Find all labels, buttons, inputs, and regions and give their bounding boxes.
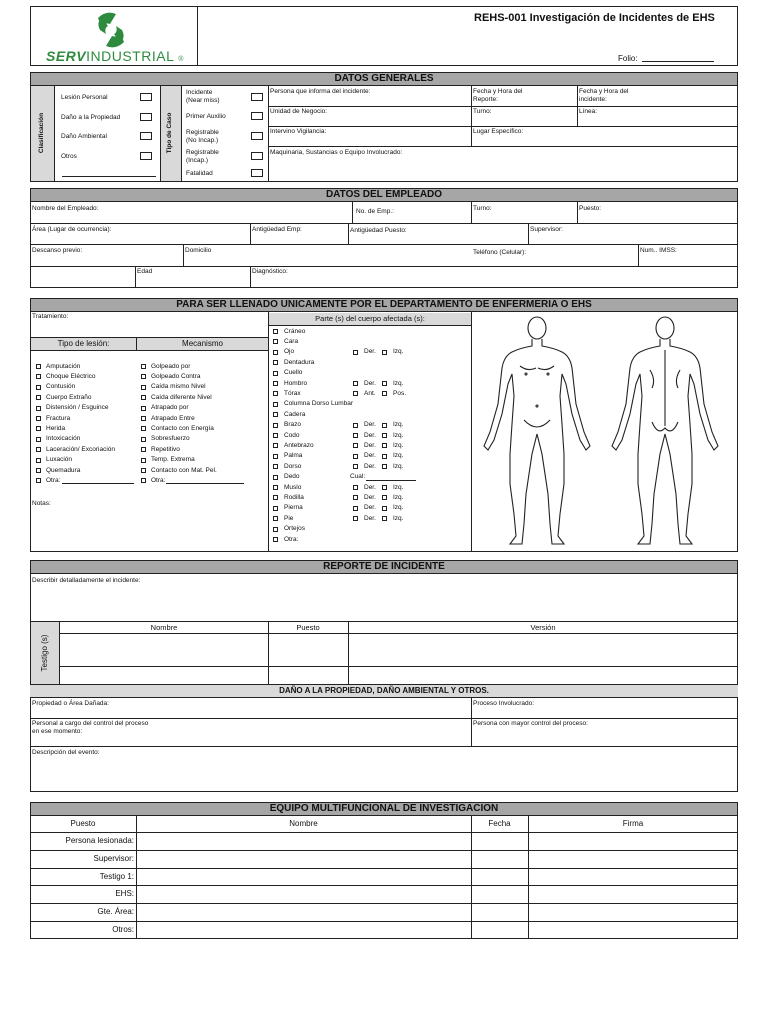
parte-side-checkbox[interactable] (382, 485, 387, 490)
parte-checkbox[interactable] (273, 329, 278, 334)
mecanismo-item: Caída mismo Nivel (151, 383, 206, 391)
grid-line (250, 223, 251, 244)
grid-line (471, 202, 472, 223)
nombre-empleado-field[interactable]: Nombre del Empleado: (32, 205, 99, 212)
parte-item: Columna Dorso Lumbar (284, 400, 354, 408)
brand-industrial: INDUSTRIAL (86, 48, 174, 64)
descripcion-field[interactable]: Descripción del evento: (32, 749, 100, 756)
parte-checkbox[interactable] (273, 423, 278, 428)
datos-empleado-title: DATOS DEL EMPLEADO (30, 188, 738, 202)
parte-side-checkbox[interactable] (382, 433, 387, 438)
parte-item: Pierna (284, 504, 303, 512)
persona-mayor-field[interactable]: Persona con mayor control del proceso: (473, 720, 588, 727)
grid-line (183, 244, 184, 266)
parte-side-label: Izq. (393, 379, 404, 387)
parte-checkbox[interactable] (273, 495, 278, 500)
grid-line (268, 126, 738, 127)
header-divider (197, 6, 198, 66)
mecanismo-checkbox[interactable] (141, 478, 146, 483)
mecanismo-item: Otra: (151, 476, 166, 484)
mecanismo-checkbox[interactable] (141, 364, 146, 369)
tipo-lesion-item: Luxación (46, 456, 73, 464)
parte-checkbox[interactable] (273, 527, 278, 532)
parte-checkbox[interactable] (273, 360, 278, 365)
tipo-lesion-checkbox[interactable] (36, 437, 41, 442)
mecanismo-item: Temp. Extrema (151, 456, 195, 464)
mecanismo-item: Atrapado por (151, 404, 189, 412)
clasificacion-1: Daño a la Propiedad (61, 114, 121, 121)
parte-item: Palma (284, 452, 303, 460)
parte-side-label: Ant. (364, 389, 376, 397)
parte-side-label: Izq. (393, 504, 404, 512)
grid-line (30, 621, 738, 622)
tipo-caso-1: Primer Auxilio (186, 113, 226, 120)
parte-side-checkbox[interactable] (382, 454, 387, 459)
parte-item: Cráneo (284, 327, 306, 335)
grid-line (268, 312, 269, 552)
mecanismo-checkbox[interactable] (141, 426, 146, 431)
intervino-field[interactable]: Intervino Vigilancia: (270, 128, 327, 135)
reporte-frame (30, 560, 738, 792)
parte-item: Antebrazo (284, 441, 314, 449)
parte-side-label: Der. (364, 483, 376, 491)
clasificacion-2-box[interactable] (140, 132, 152, 140)
tipo-lesion-checkbox[interactable] (36, 374, 41, 379)
parte-side-checkbox[interactable] (353, 464, 358, 469)
grid-line (352, 202, 353, 223)
tratamiento-field[interactable]: Tratamiento: (32, 313, 69, 320)
testigo-puesto-header: Puesto (296, 623, 320, 632)
mecanismo-item: Sobresfuerzo (151, 435, 190, 443)
parte-side-label: Izq. (393, 421, 404, 429)
equipo-row-input[interactable] (137, 904, 470, 920)
parte-item: Ortejos (284, 525, 305, 533)
equipo-row-label: Supervisor: (93, 853, 134, 863)
form-title: REHS-001 Investigación de Incidentes de EHS (474, 12, 715, 24)
grid-line (268, 106, 738, 107)
parte-side-checkbox[interactable] (382, 423, 387, 428)
testigo-version-header: Versión (530, 623, 556, 632)
company-logo (90, 12, 132, 48)
parte-checkbox[interactable] (273, 391, 278, 396)
tipo-lesion-checkbox[interactable] (36, 406, 41, 411)
parte-side-label: Der. (364, 452, 376, 460)
parte-checkbox[interactable] (273, 339, 278, 344)
parte-checkbox[interactable] (273, 350, 278, 355)
parte-side-label: Pos. (393, 389, 407, 397)
mecanismo-checkbox[interactable] (141, 374, 146, 379)
testigos-label: Testigo (s) (40, 634, 49, 672)
otra-line[interactable] (166, 483, 244, 484)
grid-line (135, 266, 136, 288)
tipo-lesion-item: Quemadura (46, 466, 81, 474)
turno-field[interactable]: Turno: (473, 108, 492, 115)
equipo-fecha-header: Fecha (488, 819, 511, 828)
clasificacion-0-box[interactable] (140, 93, 152, 101)
tipo-lesion-checkbox[interactable] (36, 426, 41, 431)
parte-item: Dorso (284, 462, 302, 470)
parte-item: Rodilla (284, 493, 304, 501)
equipo-row-input[interactable] (137, 886, 470, 902)
grid-line (471, 86, 472, 146)
tipo-caso-3: Registrable (Incap.) (186, 149, 219, 164)
unidad-negocio-field[interactable]: Unidad de Negocio: (270, 108, 328, 115)
parte-side-label: Izq. (393, 462, 404, 470)
mecanismo-item: Caída diferente Nivel (151, 393, 212, 401)
equipo-row-input[interactable] (137, 851, 470, 867)
equipo-row-label: Testigo 1: (99, 871, 134, 881)
tipo-lesion-item: Laceración/ Excoriación (46, 445, 116, 453)
mecanismo-checkbox[interactable] (141, 406, 146, 411)
equipo-row-label: Otros: (112, 925, 134, 934)
clasificacion-3-box[interactable] (140, 152, 152, 160)
parte-side-label: Izq. (393, 452, 404, 460)
mecanismo-item: Contacto con Mat. Pel. (151, 466, 217, 474)
diagnostico-field[interactable]: Diagnóstico: (252, 268, 288, 275)
descanso-field[interactable]: Descanso previo: (32, 247, 83, 254)
grid-line (250, 266, 251, 288)
parte-item: Tórax (284, 389, 301, 397)
clasificacion-label: Clasificación (38, 112, 45, 154)
persona-cargo-field[interactable]: Personal a cargo del control del proceso en ese momento: (32, 720, 149, 735)
grid-line (30, 746, 738, 747)
tipo-lesion-item: Distensión / Esguince (46, 404, 109, 412)
mecanismo-checkbox[interactable] (141, 385, 146, 390)
clasificacion-3: Otros (61, 153, 77, 160)
grid-line (268, 86, 269, 181)
equipo-row-label: EHS: (115, 889, 134, 899)
persona-informa-field[interactable]: Persona que informa del incidente: (270, 88, 371, 95)
tipo-caso-label: Tipo de Caso (166, 112, 173, 154)
grid-line (60, 633, 738, 634)
parte-item: Cuello (284, 369, 303, 377)
equipo-row-label: Persona lesionada: (65, 836, 134, 845)
describir-field[interactable]: Describir detalladamente el incidente: (32, 577, 141, 584)
tipo-lesion-item: Fractura (46, 414, 71, 422)
grid-line (348, 223, 349, 244)
tipo-lesion-checkbox[interactable] (36, 364, 41, 369)
mecanismo-item: Golpeado por (151, 362, 191, 370)
edad-field[interactable]: Edad (137, 268, 153, 275)
puesto-emp-field[interactable]: Puesto: (579, 205, 602, 212)
parte-side-label: Der. (364, 348, 376, 356)
parte-side-checkbox[interactable] (382, 391, 387, 396)
parte-side-checkbox[interactable] (382, 495, 387, 500)
domicilio-field[interactable]: Domicilio (185, 247, 212, 254)
body-back-diagram (608, 314, 722, 550)
parte-item: Dentadura (284, 358, 315, 366)
mecanismo-checkbox[interactable] (141, 416, 146, 421)
mecanismo-item: Contacto con Energía (151, 424, 214, 432)
grid-line (577, 202, 578, 223)
equipo-row-input[interactable] (137, 922, 470, 938)
parte-side-label: Izq. (393, 348, 404, 356)
parte-side-checkbox[interactable] (353, 433, 358, 438)
cual-label: Cual: (350, 473, 366, 481)
enfermeria-title: PARA SER LLENADO UNICAMENTE POR EL DEPARTAMENTO DE ENFERMERIA O EHS (30, 298, 738, 312)
tipo-lesion-header: Tipo de lesión: (57, 339, 110, 348)
tipo-lesion-checkbox[interactable] (36, 416, 41, 421)
clasificacion-0: Lesión Personal (61, 94, 108, 101)
mecanismo-checkbox[interactable] (141, 458, 146, 463)
parte-side-checkbox[interactable] (353, 423, 358, 428)
parte-checkbox[interactable] (273, 371, 278, 376)
parte-checkbox[interactable] (273, 506, 278, 511)
parte-side-label: Der. (364, 379, 376, 387)
parte-side-checkbox[interactable] (353, 391, 358, 396)
grid-line (30, 244, 738, 245)
testigo-nombre-header: Nombre (150, 623, 178, 632)
body-front-diagram (480, 314, 594, 550)
parte-item: Cadera (284, 410, 306, 418)
parte-side-checkbox[interactable] (353, 350, 358, 355)
parte-side-checkbox[interactable] (353, 495, 358, 500)
grid-line (60, 666, 738, 667)
otra-line[interactable] (62, 483, 134, 484)
antig-puesto-field[interactable]: Antigüedad Puesto: (350, 227, 407, 234)
parte-item: Ojo (284, 348, 295, 356)
parte-side-checkbox[interactable] (382, 350, 387, 355)
tipo-lesion-checkbox[interactable] (36, 458, 41, 463)
clasificacion-1-box[interactable] (140, 113, 152, 121)
mecanismo-checkbox[interactable] (141, 468, 146, 473)
parte-item: Otra: (284, 535, 299, 543)
tipo-lesion-checkbox[interactable] (36, 468, 41, 473)
parte-checkbox[interactable] (273, 433, 278, 438)
tipo-lesion-checkbox[interactable] (36, 478, 41, 483)
mecanismo-item: Atrapado Entre (151, 414, 195, 422)
tipo-lesion-item: Otra: (46, 476, 61, 484)
parte-checkbox[interactable] (273, 412, 278, 417)
propiedad-field[interactable]: Propiedad o Área Dañada: (32, 700, 109, 707)
parte-checkbox[interactable] (273, 485, 278, 490)
reporte-title: REPORTE DE INCIDENTE (30, 560, 738, 574)
equipo-nombre-header: Nombre (289, 819, 318, 828)
tipo-lesion-item: Cuerpo Extraño (46, 393, 92, 401)
parte-checkbox[interactable] (273, 443, 278, 448)
partes-header: Parte (s) del cuerpo afectada (s): (269, 313, 471, 326)
grid-line (528, 223, 529, 244)
equipo-puesto-header: Puesto (70, 819, 96, 828)
brand-serv: SERV (46, 48, 87, 64)
tipo-lesion-checkbox[interactable] (36, 395, 41, 400)
brand-mark: ® (178, 56, 184, 63)
parte-item: Codo (284, 431, 300, 439)
parte-item: Brazo (284, 421, 301, 429)
fecha-incidente-field[interactable]: Fecha y Hora del incidente: (579, 88, 629, 103)
grid-line (30, 718, 738, 719)
grid-line (471, 312, 472, 552)
parte-side-checkbox[interactable] (353, 454, 358, 459)
proceso-field[interactable]: Proceso Involucrado: (473, 700, 535, 707)
parte-checkbox[interactable] (273, 402, 278, 407)
parte-side-checkbox[interactable] (353, 516, 358, 521)
tipo-lesion-item: Contusión (46, 383, 76, 391)
parte-checkbox[interactable] (273, 475, 278, 480)
grid-line (268, 146, 738, 147)
parte-checkbox[interactable] (273, 381, 278, 386)
parte-checkbox[interactable] (273, 464, 278, 469)
folio-line[interactable] (642, 61, 714, 62)
tipo-caso-2-box[interactable] (251, 132, 263, 140)
brand-name (46, 48, 184, 64)
tipo-lesion-item: Herida (46, 424, 66, 432)
no-emp-field[interactable]: No. de Emp.: (356, 208, 394, 215)
parte-side-label: Der. (364, 462, 376, 470)
tipo-lesion-checkbox[interactable] (36, 385, 41, 390)
parte-item: Hombro (284, 379, 308, 387)
parte-side-checkbox[interactable] (382, 381, 387, 386)
tipo-lesion-checkbox[interactable] (36, 447, 41, 452)
parte-side-label: Der. (364, 493, 376, 501)
mecanismo-checkbox[interactable] (141, 437, 146, 442)
parte-side-label: Izq. (393, 431, 404, 439)
parte-checkbox[interactable] (273, 516, 278, 521)
tipo-caso-4: Fatalidad (186, 170, 213, 177)
parte-side-label: Der. (364, 421, 376, 429)
tipo-caso-0: Incidente (Near miss) (186, 89, 220, 104)
area-field[interactable]: Área (Lugar de ocurrencia): (32, 226, 112, 233)
notas-field[interactable]: Notas: (32, 500, 51, 507)
parte-item: Dedo (284, 473, 300, 481)
fecha-reporte-field[interactable]: Fecha y Hora del Reporte: (473, 88, 523, 103)
parte-side-checkbox[interactable] (353, 506, 358, 511)
mecanismo-item: Golpeado Contra (151, 372, 201, 380)
linea-field[interactable]: Línea: (579, 108, 598, 115)
tipo-lesion-item: Amputación (46, 362, 81, 370)
parte-side-checkbox[interactable] (382, 443, 387, 448)
parte-item: Cara (284, 337, 299, 345)
tipo-caso-0-box[interactable] (251, 93, 263, 101)
parte-side-label: Der. (364, 514, 376, 522)
mecanismo-checkbox[interactable] (141, 395, 146, 400)
grid-line (638, 244, 639, 266)
imss-field[interactable]: Num.. IMSS: (640, 247, 677, 254)
equipo-title: EQUIPO MULTIFUNCIONAL DE INVESTIGACION (30, 802, 738, 816)
tipo-caso-2: Registrable (No Incap.) (186, 129, 219, 144)
tipo-caso-1-box[interactable] (251, 112, 263, 120)
parte-side-label: Izq. (393, 441, 404, 449)
turno-emp-field[interactable]: Turno: (473, 205, 492, 212)
parte-side-label: Izq. (393, 514, 404, 522)
parte-side-checkbox[interactable] (353, 443, 358, 448)
parte-side-label: Izq. (393, 483, 404, 491)
mecanismo-checkbox[interactable] (141, 447, 146, 452)
maquinaria-field[interactable]: Maquinaria, Sustancias o Equipo Involucrado: (270, 149, 403, 156)
lugar-especifico-field[interactable]: Lugar Específico: (473, 128, 524, 135)
datos-generales-title: DATOS GENERALES (30, 72, 738, 86)
supervisor-field[interactable]: Supervisor: (530, 226, 563, 233)
parte-item: Muslo (284, 483, 302, 491)
equipo-row-input[interactable] (137, 869, 470, 885)
antig-emp-field[interactable]: Antigüedad Emp: (252, 226, 302, 233)
parte-side-checkbox[interactable] (382, 506, 387, 511)
grid-line (471, 698, 472, 746)
mecanismo-header: Mecanismo (182, 339, 223, 348)
parte-item: Pie (284, 514, 294, 522)
parte-side-checkbox[interactable] (353, 485, 358, 490)
grid-line (30, 223, 738, 224)
parte-side-checkbox[interactable] (382, 464, 387, 469)
parte-side-label: Der. (364, 441, 376, 449)
parte-side-label: Der. (364, 431, 376, 439)
folio-label: Folio: (618, 54, 638, 63)
mecanismo-item: Repetitivo (151, 445, 180, 453)
grid-line (30, 266, 738, 267)
cual-line[interactable] (366, 480, 416, 481)
tipo-lesion-item: Choque Eléctrico (46, 372, 96, 380)
equipo-row-input[interactable] (137, 833, 470, 849)
parte-side-label: Izq. (393, 493, 404, 501)
parte-side-checkbox[interactable] (382, 516, 387, 521)
telefono-field[interactable]: Teléfono (Celular): (473, 249, 527, 256)
parte-checkbox[interactable] (273, 537, 278, 542)
dano-title: DAÑO A LA PROPIEDAD, DAÑO AMBIENTAL Y OTROS. (279, 686, 489, 695)
equipo-row-label: Gte. Área: (97, 907, 134, 917)
tipo-caso-4-box[interactable] (251, 169, 263, 177)
clasificacion-2: Daño Ambiental (61, 133, 107, 140)
otros-line[interactable] (62, 176, 156, 177)
parte-side-label: Der. (364, 504, 376, 512)
equipo-firma-header: Firma (622, 819, 644, 828)
parte-side-checkbox[interactable] (353, 381, 358, 386)
parte-checkbox[interactable] (273, 454, 278, 459)
tipo-lesion-item: Intoxicación (46, 435, 81, 443)
tipo-caso-3-box[interactable] (251, 152, 263, 160)
